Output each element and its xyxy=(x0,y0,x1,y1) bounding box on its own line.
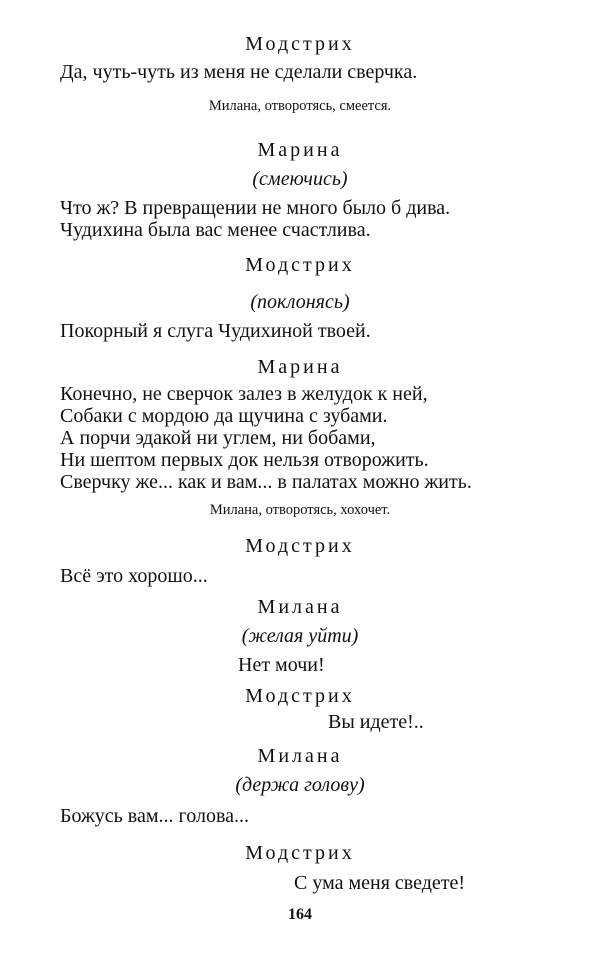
speaker-name: Модстрих xyxy=(245,254,355,276)
stage-direction: Милана, отворотясь, хохочет. xyxy=(209,502,391,518)
verse-line: Да, чуть-чуть из меня не сделали сверчка. xyxy=(60,61,418,83)
speaker-name: Модстрих xyxy=(245,685,355,707)
verse-line: Покорный я слуга Чудихиной твоей. xyxy=(60,320,371,342)
verse-line: Что ж? В превращении не много было б дива. xyxy=(60,197,451,219)
verse-line: Нет мочи! xyxy=(238,654,325,676)
verse-line: Конечно, не сверчок залез в желудок к ней, xyxy=(60,383,428,405)
speaker-name: Модстрих xyxy=(245,842,355,864)
verse-line: С ума меня сведете! xyxy=(294,872,466,894)
speaker-name: Модстрих xyxy=(245,33,355,55)
verse-line: Божусь вам... голова... xyxy=(60,805,249,827)
speaker-name: Марина xyxy=(257,139,343,161)
stage-remark: (держа голову) xyxy=(235,774,365,796)
speaker-name: Марина xyxy=(257,356,343,378)
stage-remark: (поклонясь) xyxy=(250,291,350,313)
verse-line: А порчи эдакой ни углем, ни бобами, xyxy=(60,427,376,449)
verse-line: Чудихина была вас менее счастлива. xyxy=(60,219,371,241)
verse-line: Сверчку же... как и вам... в палатах можно жить. xyxy=(60,471,472,493)
verse-line: Всё это хорошо... xyxy=(60,565,208,587)
speaker-name: Милана xyxy=(257,745,343,767)
stage-remark: (смеючись) xyxy=(252,168,348,190)
stage-direction: Милана, отворотясь, смеется. xyxy=(208,98,392,114)
verse-line: Собаки с мордою да щучина с зубами. xyxy=(60,405,388,427)
speaker-name: Милана xyxy=(257,596,343,618)
page-number: 164 xyxy=(288,906,312,923)
verse-line: Ни шептом первых док нельзя отворожить. xyxy=(60,449,429,471)
stage-remark: (желая уйти) xyxy=(241,625,359,647)
speaker-name: Модстрих xyxy=(245,535,355,557)
verse-line: Вы идете!.. xyxy=(328,711,424,733)
